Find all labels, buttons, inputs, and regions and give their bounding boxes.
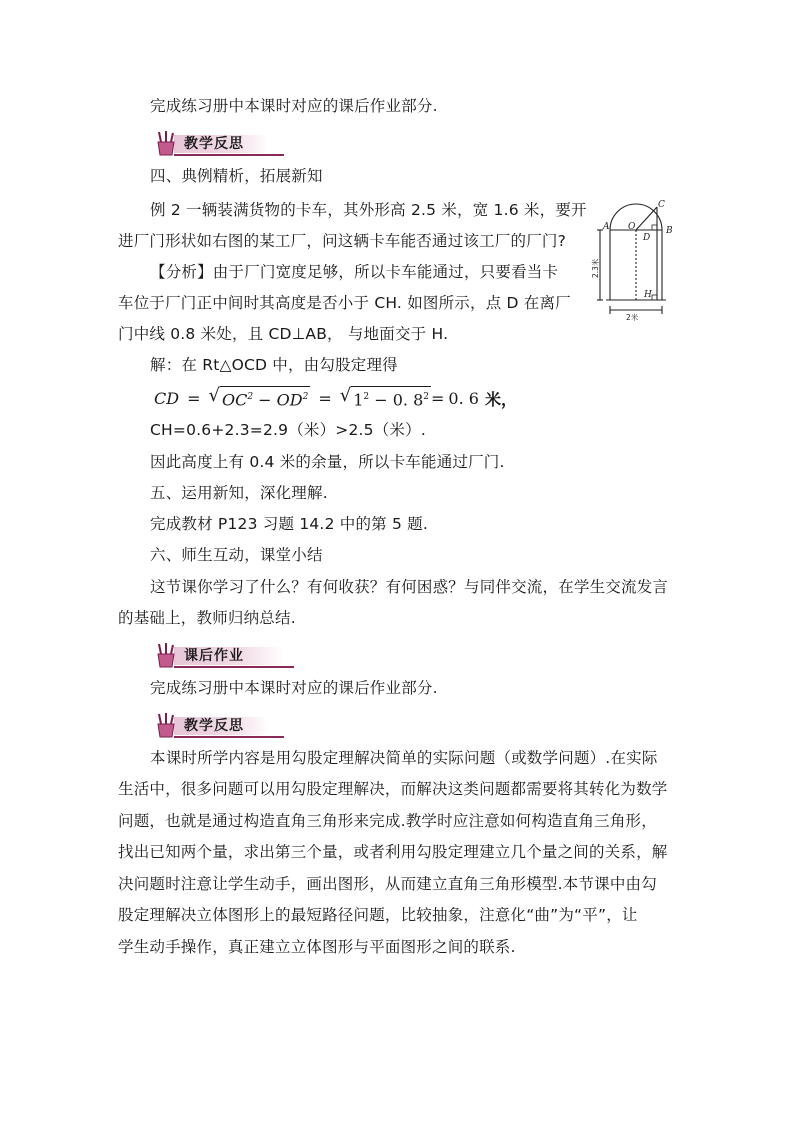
formula-lhs: CD [154,388,180,408]
section-header-reflection [152,128,282,158]
formula-exp: 2 [247,392,254,402]
formula-radical-2: √ $1^2 - 0$. $8^2$ [339,385,430,410]
formula-term: 0. 8 [392,390,424,410]
text-line: 车位于厂门正中间时其高度是否小于 CH. 如图所示，点 D 在离厂 [118,294,571,312]
label-c: C [658,200,665,210]
width-label: 2米 [626,313,639,322]
formula-minus: − [258,390,272,410]
radius-oc [636,207,657,230]
text-line: 问题，也就是通过构造直角三角形来完成.教学时应注意如何构造直角三角形， [118,812,657,830]
right-angle-mark [652,295,657,300]
formula-result: 0. 6 [448,388,479,408]
height-label: 2.3米 [591,258,600,278]
text-line: 因此高度上有 0.4 米的余量，所以卡车能通过厂门. [150,453,505,471]
text-line: 生活中，很多问题可以用勾股定理解决，而解决这类问题都需要将其转化为数学 [118,780,668,798]
header-title: 教学反思 [184,718,244,734]
gate-diagram [588,200,688,325]
formula-exp: 2 [302,392,309,402]
header-rule [174,154,284,156]
text-line: 解：在 Rt△OCD 中，由勾股定理得 [150,356,398,374]
text-line: 这节课你学习了什么？有何收获？有何困惑？与同伴交流，在学生交流发言 [150,578,669,596]
label-a: A [603,222,610,232]
section-header-homework [152,640,282,670]
pencil-cup-icon [152,642,180,668]
formula-exp: 2 [363,392,370,402]
formula-eq: = [431,388,445,408]
formula-radical-1: √ $OC^2 - OD^2$ [208,385,309,410]
pencil-cup-icon [152,712,180,738]
label-h: H [644,290,652,300]
formula-eq: = [187,388,201,408]
text-line: 学生动手操作，真正建立立体图形与平面图形之间的联系. [118,938,516,956]
label-b: B [666,226,673,236]
pencil-cup-icon [152,130,180,156]
section-header-reflection [152,710,282,740]
text-line: 股定理解决立体图形上的最短路径问题，比较抽象，注意化“曲”为“平”，让 [118,906,638,924]
header-rule [174,736,284,738]
text-line: 的基础上，教师归纳总结. [118,609,296,627]
text-line: CH=0.6+2.3=2.9（米）>2.5（米）. [150,421,426,439]
formula-term: OC [221,390,248,410]
formula-cd [154,386,517,410]
header-title: 教学反思 [184,136,244,152]
label-d: D [643,233,651,243]
header-rule [174,666,294,668]
text-line: 决问题时注意让学生动手，画出图形，从而建立直角三角形模型.本节课中由勾 [118,875,657,893]
formula-exp: 2 [423,392,430,402]
text-line: 门中线 0.8 米处，且 CD⊥AB， 与地面交于 H. [118,325,449,343]
label-o: O [628,222,636,232]
section-heading: 六、师生互动，课堂小结 [150,546,323,564]
gate-outline [597,204,666,314]
section-heading: 五、运用新知，深化理解. [150,484,328,502]
text-line: 进厂门形状如右图的某工厂，问这辆卡车能否通过该工厂的厂门? [118,232,567,250]
text-line: 本课时所学内容是用勾股定理解决简单的实际问题（或数学问题）.在实际 [150,749,658,767]
formula-term: OD [276,390,303,410]
formula-term: 1 [353,390,364,410]
text-line: 完成练习册中本课时对应的课后作业部分. [150,679,438,697]
text-line: 例 2 一辆装满货物的卡车，其外形高 2.5 米，宽 1.6 米，要开 [150,201,587,219]
formula-eq: = [318,388,332,408]
text-line: 找出已知两个量，求出第三个量，或者利用勾股定理建立几个量之间的关系，解 [118,843,668,861]
text-line: 完成教材 P123 习题 14.2 中的第 5 题. [150,515,428,533]
right-angle-mark [652,225,657,230]
formula-minus: − [374,390,388,410]
section-heading: 四、典例精析，拓展新知 [150,167,323,185]
gate-arch [610,204,662,230]
formula-unit: 米， [484,389,517,409]
text-line: 【分析】由于厂门宽度足够，所以卡车能通过，只要看当卡 [150,263,559,281]
text-line: 完成练习册中本课时对应的课后作业部分. [150,97,438,115]
header-title: 课后作业 [184,648,244,664]
